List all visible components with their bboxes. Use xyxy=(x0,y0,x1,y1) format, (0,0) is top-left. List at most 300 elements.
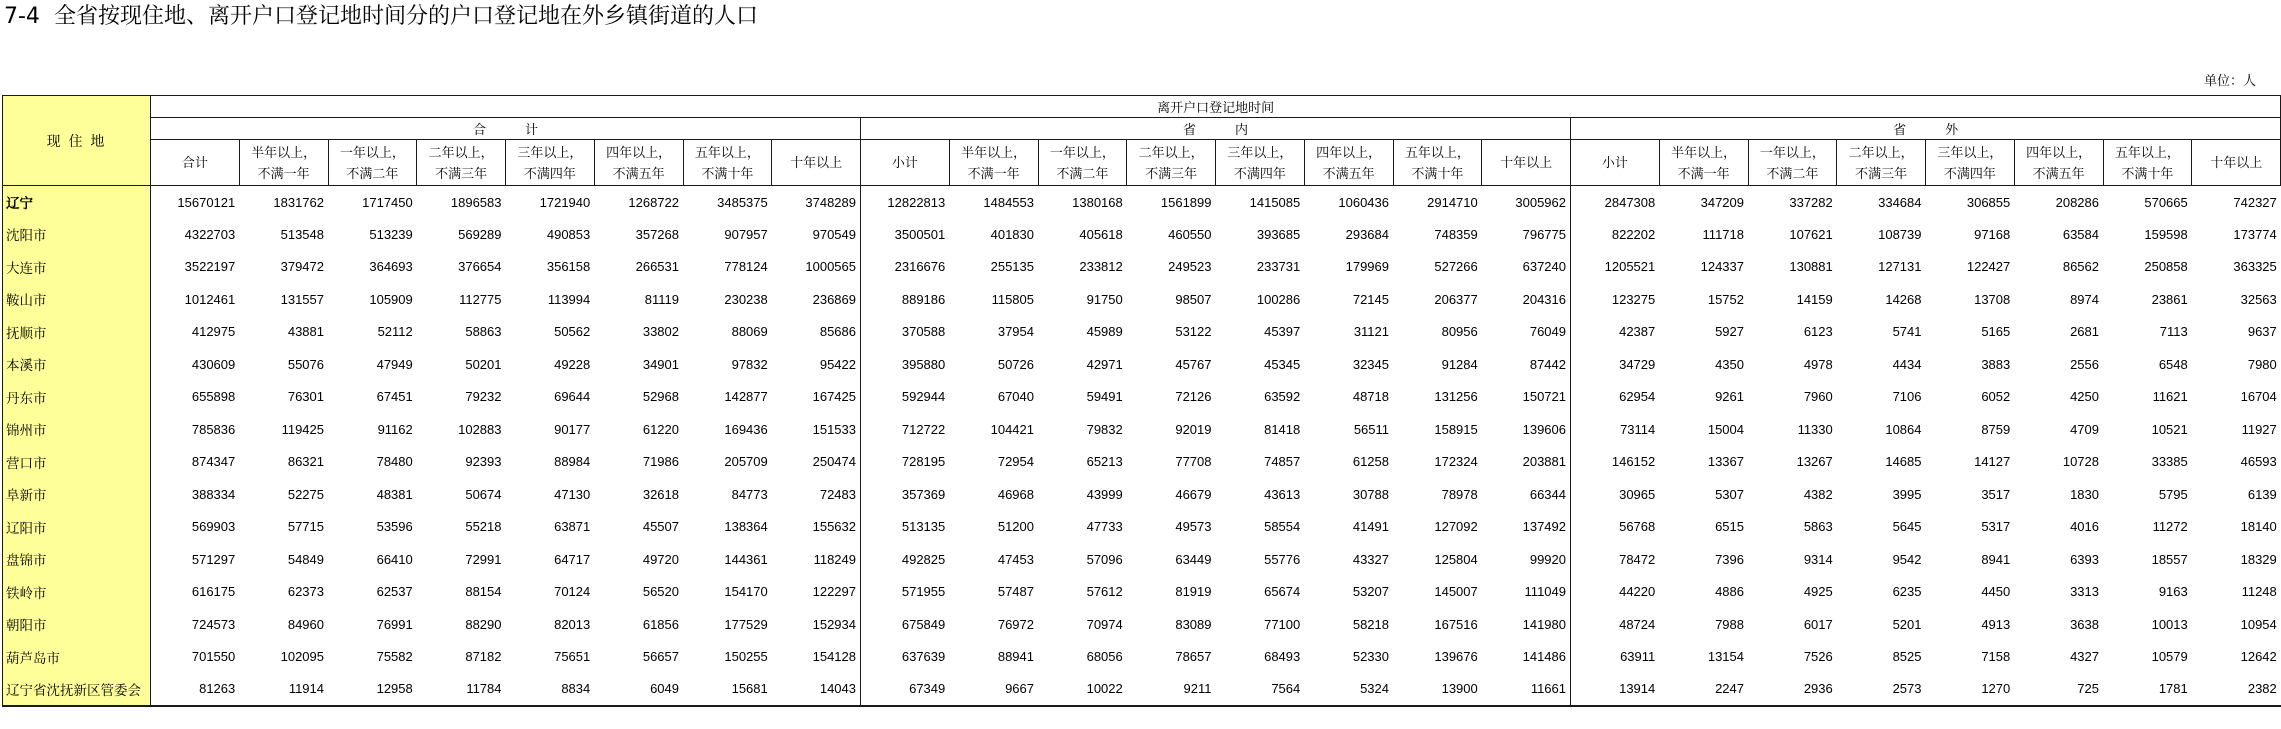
value-cell: 4434 xyxy=(1892,356,1922,372)
value-cell: 75651 xyxy=(554,649,591,665)
data-table xyxy=(2,95,2281,707)
value-cell: 337282 xyxy=(1789,194,1833,210)
value-cell: 53207 xyxy=(1352,584,1389,600)
value-cell: 76049 xyxy=(1482,316,1571,349)
table-row xyxy=(3,641,2281,674)
value-cell: 50201 xyxy=(465,356,502,372)
value-cell: 2316676 xyxy=(894,259,946,275)
value-cell: 701550 xyxy=(191,649,236,665)
value-cell: 78480 xyxy=(376,454,413,470)
value-cell: 1270 xyxy=(1926,673,2015,706)
value-cell: 395880 xyxy=(901,356,946,372)
column-header xyxy=(1926,140,2015,186)
region-column-header: 现 住 地 xyxy=(3,96,151,186)
value-cell: 889186 xyxy=(901,291,946,307)
value-cell: 63584 xyxy=(2062,226,2099,242)
value-cell: 364693 xyxy=(369,259,413,275)
value-cell: 167516 xyxy=(1434,616,1478,632)
value-cell: 492825 xyxy=(901,551,946,567)
value-cell: 2556 xyxy=(2070,356,2099,372)
value-cell: 59491 xyxy=(1086,389,1123,405)
value-cell: 97832 xyxy=(731,356,768,372)
value-cell: 10864 xyxy=(1885,421,1922,437)
value-cell: 7158 xyxy=(1981,649,2011,665)
value-cell: 9314 xyxy=(1803,551,1833,567)
value-cell: 206377 xyxy=(1434,291,1478,307)
region-cell: 辽宁 xyxy=(3,186,151,219)
value-cell: 9261 xyxy=(1715,389,1744,405)
column-header xyxy=(949,140,1038,186)
value-cell: 3500501 xyxy=(894,226,946,242)
value-cell: 86321 xyxy=(287,454,324,470)
value-cell: 122297 xyxy=(772,576,861,609)
value-cell: 6235 xyxy=(1892,584,1922,600)
value-cell: 179969 xyxy=(1345,259,1389,275)
value-cell: 5201 xyxy=(1892,616,1922,632)
value-cell: 127131 xyxy=(1878,259,1922,275)
value-cell: 67040 xyxy=(997,389,1034,405)
value-cell: 172324 xyxy=(1434,454,1478,470)
value-cell: 102883 xyxy=(458,421,502,437)
table-row xyxy=(3,673,2281,706)
table-code: 7-4 xyxy=(4,4,40,29)
column-header xyxy=(1038,140,1127,186)
value-cell: 42387 xyxy=(1619,324,1656,340)
value-cell: 61220 xyxy=(642,421,679,437)
value-cell: 57715 xyxy=(287,519,324,535)
value-cell: 12958 xyxy=(328,673,417,706)
value-cell: 122427 xyxy=(1966,259,2011,275)
column-header-line: 半年以上， xyxy=(1671,144,1737,160)
region-cell: 沈阳市 xyxy=(3,218,151,251)
value-cell: 1831762 xyxy=(273,194,324,210)
value-cell: 145007 xyxy=(1434,584,1478,600)
value-cell: 7106 xyxy=(1892,389,1922,405)
value-cell: 85686 xyxy=(772,316,861,349)
value-cell: 13914 xyxy=(1571,673,1660,706)
column-header-line: 二年以上， xyxy=(1848,144,1914,160)
value-cell: 177529 xyxy=(724,616,768,632)
value-cell: 142877 xyxy=(724,389,768,405)
value-cell: 2681 xyxy=(2070,324,2099,340)
value-cell: 49228 xyxy=(554,356,591,372)
value-cell: 724573 xyxy=(191,616,236,632)
region-cell: 丹东市 xyxy=(3,381,151,414)
value-cell: 88984 xyxy=(554,454,591,470)
value-cell: 1012461 xyxy=(184,291,236,307)
value-cell: 84960 xyxy=(287,616,324,632)
value-cell: 3313 xyxy=(2070,584,2099,600)
value-cell: 81263 xyxy=(151,673,240,706)
value-cell: 84773 xyxy=(731,486,768,502)
value-cell: 62954 xyxy=(1619,389,1656,405)
value-cell: 155632 xyxy=(772,511,861,544)
value-cell: 64717 xyxy=(554,551,591,567)
value-cell: 47733 xyxy=(1086,519,1123,535)
value-cell: 30788 xyxy=(1352,486,1389,502)
value-cell: 61856 xyxy=(642,616,679,632)
value-cell: 5927 xyxy=(1715,324,1744,340)
value-cell: 80956 xyxy=(1441,324,1478,340)
value-cell: 6515 xyxy=(1715,519,1744,535)
region-cell: 朝阳市 xyxy=(3,608,151,641)
value-cell: 173774 xyxy=(2233,226,2277,242)
value-cell: 23861 xyxy=(2151,291,2188,307)
value-cell: 32563 xyxy=(2240,291,2277,307)
value-cell: 49573 xyxy=(1175,519,1212,535)
value-cell: 527266 xyxy=(1434,259,1478,275)
value-cell: 2936 xyxy=(1748,673,1837,706)
value-cell: 158915 xyxy=(1434,421,1478,437)
value-cell: 152934 xyxy=(772,608,861,641)
value-cell: 154170 xyxy=(724,584,768,600)
value-cell: 9211 xyxy=(1127,673,1216,706)
value-cell: 33802 xyxy=(642,324,679,340)
value-cell: 1830 xyxy=(2070,486,2099,502)
value-cell: 72483 xyxy=(772,478,861,511)
value-cell: 357268 xyxy=(635,226,679,242)
value-cell: 570665 xyxy=(2144,194,2188,210)
value-cell: 490853 xyxy=(546,226,591,242)
value-cell: 54849 xyxy=(287,551,324,567)
value-cell: 79832 xyxy=(1086,421,1123,437)
value-cell: 3638 xyxy=(2070,616,2099,632)
value-cell: 7526 xyxy=(1803,649,1833,665)
value-cell: 15681 xyxy=(683,673,772,706)
column-header-line: 二年以上， xyxy=(428,144,494,160)
value-cell: 87442 xyxy=(1482,348,1571,381)
value-cell: 11272 xyxy=(2152,519,2188,535)
column-header-line: 不满三年 xyxy=(435,165,488,181)
value-cell: 208286 xyxy=(2055,194,2099,210)
value-cell: 67451 xyxy=(376,389,413,405)
column-header-line: 不满一年 xyxy=(1677,165,1730,181)
value-cell: 11914 xyxy=(239,673,328,706)
value-cell: 637240 xyxy=(1482,251,1571,284)
value-cell: 4450 xyxy=(1981,584,2011,600)
value-cell: 57612 xyxy=(1086,584,1123,600)
value-cell: 401830 xyxy=(990,226,1034,242)
value-cell: 6123 xyxy=(1803,324,1833,340)
value-cell: 8525 xyxy=(1892,649,1922,665)
column-header-line: 半年以上， xyxy=(251,144,317,160)
value-cell: 44220 xyxy=(1619,584,1656,600)
column-header xyxy=(594,140,683,186)
column-header xyxy=(1216,140,1305,186)
value-cell: 10954 xyxy=(2240,616,2277,632)
value-cell: 45989 xyxy=(1086,324,1123,340)
value-cell: 107621 xyxy=(1789,226,1833,242)
column-header xyxy=(1127,140,1216,186)
value-cell: 11248 xyxy=(2241,584,2277,600)
value-cell: 48381 xyxy=(376,486,413,502)
time-since-leaving-header: 离开户口登记地时间 xyxy=(151,96,2281,118)
value-cell: 379472 xyxy=(280,259,324,275)
value-cell: 77100 xyxy=(1264,616,1301,632)
column-header-line: 四年以上， xyxy=(606,144,672,160)
value-cell: 742327 xyxy=(2233,194,2277,210)
value-cell: 18140 xyxy=(2240,519,2277,535)
value-cell: 513548 xyxy=(280,226,324,242)
value-cell: 6052 xyxy=(1981,389,2011,405)
value-cell: 592944 xyxy=(901,389,946,405)
value-cell: 785836 xyxy=(191,421,236,437)
column-header-line: 小计 xyxy=(891,155,918,170)
value-cell: 513239 xyxy=(369,226,413,242)
value-cell: 569289 xyxy=(458,226,502,242)
column-header xyxy=(861,140,950,186)
value-cell: 5317 xyxy=(1981,519,2011,535)
value-cell: 18329 xyxy=(2240,551,2277,567)
value-cell: 81119 xyxy=(644,291,679,307)
region-cell: 本溪市 xyxy=(3,348,151,381)
value-cell: 53122 xyxy=(1175,324,1212,340)
value-cell: 72954 xyxy=(997,454,1034,470)
value-cell: 45767 xyxy=(1175,356,1212,372)
value-cell: 4327 xyxy=(2070,649,2099,665)
value-cell: 124337 xyxy=(1700,259,1744,275)
value-cell: 45507 xyxy=(642,519,679,535)
value-cell: 250474 xyxy=(772,446,861,479)
value-cell: 50726 xyxy=(997,356,1034,372)
value-cell: 34729 xyxy=(1619,356,1656,372)
value-cell: 5741 xyxy=(1892,324,1922,340)
value-cell: 130881 xyxy=(1789,259,1833,275)
value-cell: 778124 xyxy=(724,259,768,275)
value-cell: 7988 xyxy=(1715,616,1744,632)
column-header-line: 不满五年 xyxy=(1322,165,1375,181)
value-cell: 111718 xyxy=(1702,226,1744,242)
value-cell: 138364 xyxy=(724,519,768,535)
value-cell: 357369 xyxy=(901,486,946,502)
value-cell: 141486 xyxy=(1482,641,1571,674)
table-title xyxy=(4,2,758,32)
value-cell: 139676 xyxy=(1434,649,1478,665)
value-cell: 72991 xyxy=(465,551,502,567)
table-row xyxy=(3,478,2281,511)
value-cell: 56511 xyxy=(1353,421,1389,437)
value-cell: 125804 xyxy=(1434,551,1478,567)
value-cell: 2247 xyxy=(1659,673,1748,706)
value-cell: 233812 xyxy=(1079,259,1123,275)
column-header-line: 不满四年 xyxy=(1943,165,1996,181)
value-cell: 10521 xyxy=(2151,421,2188,437)
value-cell: 2914710 xyxy=(1427,194,1478,210)
value-cell: 9542 xyxy=(1892,551,1922,567)
value-cell: 43999 xyxy=(1086,486,1123,502)
value-cell: 6393 xyxy=(2070,551,2099,567)
value-cell: 79232 xyxy=(465,389,502,405)
value-cell: 236869 xyxy=(772,283,861,316)
value-cell: 1205521 xyxy=(1604,259,1656,275)
value-cell: 58554 xyxy=(1264,519,1301,535)
value-cell: 388334 xyxy=(191,486,236,502)
value-cell: 203881 xyxy=(1482,446,1571,479)
value-cell: 725 xyxy=(2014,673,2103,706)
value-cell: 159598 xyxy=(2144,226,2188,242)
value-cell: 9667 xyxy=(949,673,1038,706)
value-cell: 393685 xyxy=(1256,226,1301,242)
value-cell: 250858 xyxy=(2144,259,2188,275)
table-row xyxy=(3,218,2281,251)
value-cell: 69644 xyxy=(554,389,591,405)
value-cell: 370588 xyxy=(901,324,946,340)
value-cell: 4322703 xyxy=(184,226,236,242)
region-cell: 锦州市 xyxy=(3,413,151,446)
value-cell: 15752 xyxy=(1707,291,1744,307)
value-cell: 13154 xyxy=(1707,649,1744,665)
value-cell: 569903 xyxy=(191,519,236,535)
value-cell: 334684 xyxy=(1878,194,1922,210)
value-cell: 3517 xyxy=(1981,486,2011,502)
column-header-line: 三年以上， xyxy=(1937,144,2003,160)
value-cell: 102095 xyxy=(280,649,324,665)
region-cell: 大连市 xyxy=(3,251,151,284)
column-header-line: 不满十年 xyxy=(701,165,754,181)
value-cell: 405618 xyxy=(1079,226,1123,242)
value-cell: 266531 xyxy=(635,259,679,275)
value-cell: 119425 xyxy=(281,421,324,437)
value-cell: 7960 xyxy=(1803,389,1833,405)
value-cell: 7564 xyxy=(1216,673,1305,706)
value-cell: 11621 xyxy=(2152,389,2188,405)
value-cell: 48718 xyxy=(1352,389,1389,405)
value-cell: 47130 xyxy=(554,486,591,502)
value-cell: 9163 xyxy=(2158,584,2188,600)
value-cell: 62537 xyxy=(376,584,413,600)
value-cell: 99920 xyxy=(1482,543,1571,576)
value-cell: 123275 xyxy=(1611,291,1656,307)
value-cell: 10022 xyxy=(1038,673,1127,706)
value-cell: 12642 xyxy=(2240,649,2277,665)
unit-label: 单位：人 xyxy=(2203,73,2256,88)
table-row xyxy=(3,543,2281,576)
value-cell: 1484553 xyxy=(983,194,1034,210)
value-cell: 1415085 xyxy=(1249,194,1301,210)
column-header-line: 合计 xyxy=(181,155,208,170)
value-cell: 13367 xyxy=(1707,454,1744,470)
value-cell: 70974 xyxy=(1086,616,1123,632)
column-header xyxy=(2014,140,2103,186)
value-cell: 7113 xyxy=(2159,324,2188,340)
value-cell: 61258 xyxy=(1352,454,1389,470)
value-cell: 77708 xyxy=(1175,454,1212,470)
value-cell: 72126 xyxy=(1175,389,1212,405)
value-cell: 293684 xyxy=(1345,226,1389,242)
value-cell: 88069 xyxy=(731,324,768,340)
column-header-line: 不满五年 xyxy=(2032,165,2085,181)
value-cell: 3485375 xyxy=(717,194,768,210)
value-cell: 6548 xyxy=(2158,356,2188,372)
value-cell: 43613 xyxy=(1264,486,1301,502)
value-cell: 8759 xyxy=(1981,421,2011,437)
value-cell: 712722 xyxy=(901,421,946,437)
value-cell: 616175 xyxy=(191,584,236,600)
value-cell: 230238 xyxy=(724,291,768,307)
value-cell: 68493 xyxy=(1264,649,1301,665)
value-cell: 100286 xyxy=(1256,291,1301,307)
value-cell: 4978 xyxy=(1803,356,1833,372)
value-cell: 5795 xyxy=(2158,486,2188,502)
value-cell: 73114 xyxy=(1620,421,1656,437)
value-cell: 53596 xyxy=(376,519,413,535)
value-cell: 105909 xyxy=(369,291,413,307)
value-cell: 33385 xyxy=(2151,454,2188,470)
region-cell: 营口市 xyxy=(3,446,151,479)
value-cell: 637639 xyxy=(901,649,946,665)
value-cell: 874347 xyxy=(191,454,236,470)
value-cell: 10728 xyxy=(2062,454,2099,470)
value-cell: 5165 xyxy=(1981,324,2011,340)
value-cell: 204316 xyxy=(1482,283,1571,316)
column-header-line: 不满四年 xyxy=(1233,165,1286,181)
table-row xyxy=(3,251,2281,284)
value-cell: 31121 xyxy=(1353,324,1389,340)
value-cell: 150721 xyxy=(1482,381,1571,414)
value-cell: 76991 xyxy=(376,616,413,632)
value-cell: 11927 xyxy=(2241,421,2277,437)
value-cell: 46679 xyxy=(1175,486,1212,502)
value-cell: 13900 xyxy=(1393,673,1482,706)
value-cell: 55218 xyxy=(465,519,502,535)
value-cell: 57487 xyxy=(997,584,1034,600)
value-cell: 58863 xyxy=(465,324,502,340)
value-cell: 748359 xyxy=(1434,226,1478,242)
column-header xyxy=(2192,140,2281,186)
value-cell: 47453 xyxy=(997,551,1034,567)
value-cell: 81919 xyxy=(1175,584,1212,600)
value-cell: 42971 xyxy=(1086,356,1123,372)
value-cell: 14685 xyxy=(1885,454,1922,470)
value-cell: 56657 xyxy=(642,649,679,665)
value-cell: 3522197 xyxy=(184,259,236,275)
table-row xyxy=(3,186,2281,219)
value-cell: 6049 xyxy=(594,673,683,706)
column-header-line: 十年以上 xyxy=(790,155,843,170)
value-cell: 1060436 xyxy=(1338,194,1389,210)
value-cell: 144361 xyxy=(724,551,768,567)
value-cell: 37954 xyxy=(997,324,1034,340)
value-cell: 1268722 xyxy=(628,194,679,210)
value-cell: 2573 xyxy=(1837,673,1926,706)
value-cell: 66410 xyxy=(376,551,413,567)
value-cell: 45345 xyxy=(1264,356,1301,372)
value-cell: 1721940 xyxy=(539,194,591,210)
region-cell: 辽宁省沈抚新区管委会 xyxy=(3,673,151,706)
value-cell: 3883 xyxy=(1981,356,2011,372)
value-cell: 13267 xyxy=(1796,454,1833,470)
value-cell: 1781 xyxy=(2103,673,2192,706)
region-cell: 鞍山市 xyxy=(3,283,151,316)
value-cell: 131256 xyxy=(1434,389,1478,405)
value-cell: 48724 xyxy=(1619,616,1656,632)
column-header-line: 不满一年 xyxy=(257,165,310,181)
column-header-line: 不满十年 xyxy=(1411,165,1464,181)
value-cell: 75582 xyxy=(376,649,413,665)
column-header xyxy=(1482,140,1571,186)
value-cell: 7396 xyxy=(1715,551,1744,567)
value-cell: 4709 xyxy=(2070,421,2099,437)
value-cell: 41491 xyxy=(1352,519,1389,535)
value-cell: 7980 xyxy=(2247,356,2277,372)
value-cell: 81418 xyxy=(1264,421,1301,437)
value-cell: 5645 xyxy=(1892,519,1922,535)
value-cell: 16704 xyxy=(2240,389,2277,405)
value-cell: 356158 xyxy=(546,259,591,275)
value-cell: 233731 xyxy=(1256,259,1301,275)
value-cell: 167425 xyxy=(772,381,861,414)
value-cell: 86562 xyxy=(2062,259,2099,275)
